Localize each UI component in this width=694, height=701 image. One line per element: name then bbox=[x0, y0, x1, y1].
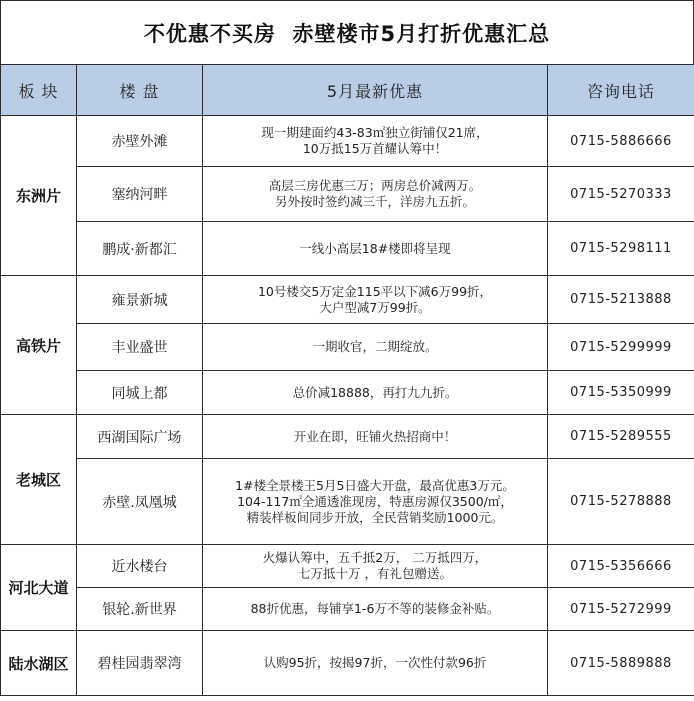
phone-cell: 0715-5299999 bbox=[548, 324, 694, 371]
offer-line: 高层三房优惠三万；两房总价减两万。 bbox=[268, 178, 482, 193]
page-title: 不优惠不买房 赤壁楼市5月打折优惠汇总 bbox=[0, 0, 694, 64]
offer-cell bbox=[203, 222, 548, 276]
offer-line: 认购95折，按揭97折，一次性付款96折 bbox=[263, 655, 487, 670]
phone-cell: 0715-5272999 bbox=[548, 588, 694, 631]
project-cell: 碧桂园翡翠湾 bbox=[77, 631, 203, 696]
offer-line: 104-117㎡全通透准现房，特惠房源仅3500/㎡， bbox=[237, 493, 513, 509]
table-row bbox=[1, 276, 694, 324]
region-cell: 东洲片 bbox=[1, 116, 77, 276]
offer-line: 10万抵15万首耀认筹中！ bbox=[302, 141, 448, 156]
table-row bbox=[1, 116, 694, 167]
offer-cell bbox=[203, 459, 548, 545]
offer-cell bbox=[203, 276, 548, 324]
offer-cell bbox=[203, 167, 548, 222]
table-row bbox=[1, 631, 694, 696]
offer-cell bbox=[203, 415, 548, 459]
phone-cell: 0715-5270333 bbox=[548, 167, 694, 222]
project-cell: 丰业盛世 bbox=[77, 324, 203, 371]
table-row bbox=[1, 371, 694, 415]
region-cell: 高铁片 bbox=[1, 276, 77, 415]
phone-cell: 0715-5889888 bbox=[548, 631, 694, 696]
project-cell: 近水楼台 bbox=[77, 545, 203, 588]
table-row bbox=[1, 415, 694, 459]
project-cell: 同城上都 bbox=[77, 371, 203, 415]
table-row bbox=[1, 222, 694, 276]
project-cell: 西湖国际广场 bbox=[77, 415, 203, 459]
phone-cell: 0715-5298111 bbox=[548, 222, 694, 276]
table-row bbox=[1, 324, 694, 371]
offer-line: 开业在即，旺铺火热招商中！ bbox=[293, 428, 457, 444]
phone-cell: 0715-5289555 bbox=[548, 415, 694, 459]
header-project: 楼 盘 bbox=[77, 65, 203, 116]
project-cell: 赤壁.凤凰城 bbox=[77, 459, 203, 545]
offer-line: 1#楼全景楼王5月5日盛大开盘，最高优惠3万元。 bbox=[235, 477, 515, 493]
offer-line: 88折优惠，每铺享1-6万不等的装修金补贴。 bbox=[250, 601, 500, 616]
phone-cell: 0715-5213888 bbox=[548, 276, 694, 324]
offer-cell bbox=[203, 588, 548, 631]
table-row bbox=[1, 167, 694, 222]
region-cell: 陆水湖区 bbox=[1, 631, 77, 696]
offer-cell bbox=[203, 545, 548, 588]
header-offer: 5月最新优惠 bbox=[203, 65, 548, 116]
header-row bbox=[1, 65, 694, 116]
table-row bbox=[1, 545, 694, 588]
offer-line: 火爆认筹中，五千抵2万， 二万抵四万， bbox=[262, 550, 488, 565]
offer-line: 现一期建面约43-83㎡独立街铺仅21席， bbox=[261, 125, 489, 140]
offer-cell bbox=[203, 324, 548, 371]
offer-line: 总价减18888，再打九九折。 bbox=[292, 384, 458, 400]
region-cell: 老城区 bbox=[1, 415, 77, 545]
offer-line: 10号楼交5万定金115平以下减6万99折， bbox=[257, 283, 493, 299]
phone-cell: 0715-5350999 bbox=[548, 371, 694, 415]
offer-cell bbox=[203, 631, 548, 696]
offer-line: 精装样板间同步开放，全民营销奖励1000元。 bbox=[246, 509, 504, 525]
table-row bbox=[1, 459, 694, 545]
offer-line: 七万抵十万 ，有礼包赠送。 bbox=[298, 566, 452, 581]
offer-line: 另外按时签约减三千，洋房九五折。 bbox=[274, 194, 475, 209]
offer-line: 大户型减7万99折。 bbox=[319, 299, 431, 315]
project-cell: 银轮.新世界 bbox=[77, 588, 203, 631]
project-cell: 鹏成·新都汇 bbox=[77, 222, 203, 276]
region-cell: 河北大道 bbox=[1, 545, 77, 631]
header-region: 板 块 bbox=[1, 65, 77, 116]
offer-cell bbox=[203, 116, 548, 167]
table-row bbox=[1, 588, 694, 631]
project-cell: 塞纳河畔 bbox=[77, 167, 203, 222]
offer-cell bbox=[203, 371, 548, 415]
project-cell: 赤壁外滩 bbox=[77, 116, 203, 167]
header-phone: 咨询电话 bbox=[548, 65, 694, 116]
phone-cell: 0715-5278888 bbox=[548, 459, 694, 545]
phone-cell: 0715-5886666 bbox=[548, 116, 694, 167]
offer-line: 一线小高层18#楼即将呈现 bbox=[299, 240, 451, 256]
promo-table bbox=[0, 64, 694, 696]
offer-line: 一期收官，二期绽放。 bbox=[312, 339, 438, 354]
project-cell: 雍景新城 bbox=[77, 276, 203, 324]
phone-cell: 0715-5356666 bbox=[548, 545, 694, 588]
